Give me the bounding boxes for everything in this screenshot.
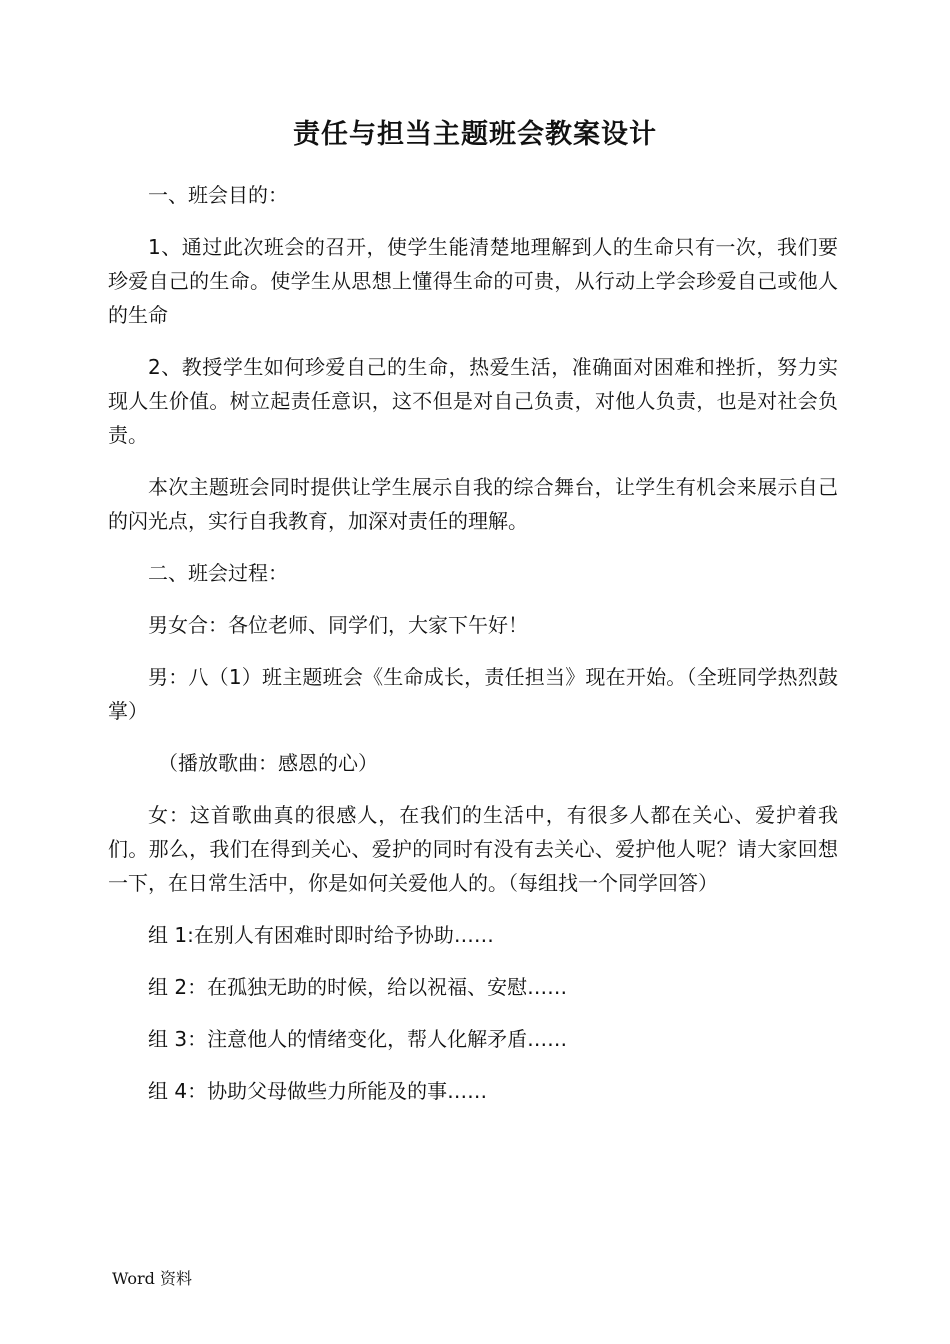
dialogue-line: 女：这首歌曲真的很感人，在我们的生活中，有很多人都在关心、爱护着我们。那么，我们在得到关心、爱护的同时有没有去关心、爱护他人呢？请大家回想一下，在日常生活中，你是如何关爱他人的。（每组找一个同学回答） <box>108 803 838 895</box>
document-body <box>108 178 838 1126</box>
dialogue-line: 男：八（1）班主题班会《生命成长，责任担当》现在开始。（全班同学热烈鼓掌） <box>108 665 838 723</box>
stage-direction: （播放歌曲：感恩的心） <box>158 751 378 775</box>
purpose-item-1: 1、通过此次班会的召开，使学生能清楚地理解到人的生命只有一次，我们要珍爱自己的生命。使学生从思想上懂得生命的可贵，从行动上学会珍爱自己或他人的生命 <box>108 235 838 327</box>
group-answer: 组 1:在别人有困难时即时给予协助…… <box>148 923 494 947</box>
group-answer: 组 4：协助父母做些力所能及的事…… <box>148 1079 488 1103</box>
group-answer: 组 2：在孤独无助的时候，给以祝福、安慰…… <box>148 975 568 999</box>
purpose-summary: 本次主题班会同时提供让学生展示自我的综合舞台，让学生有机会来展示自己的闪光点，实行自我教育，加深对责任的理解。 <box>108 475 838 533</box>
dialogue-line: 男女合：各位老师、同学们，大家下午好！ <box>148 613 528 637</box>
page-footer: Word 资料 <box>112 1269 192 1288</box>
section-heading-process: 二、班会过程： <box>148 561 288 585</box>
section-heading-purpose: 一、班会目的： <box>148 183 288 207</box>
group-answer: 组 3：注意他人的情绪变化，帮人化解矛盾…… <box>148 1027 568 1051</box>
document-title: 责任与担当主题班会教案设计 <box>293 119 657 150</box>
purpose-item-2: 2、教授学生如何珍爱自己的生命，热爱生活，准确面对困难和挫折，努力实现人生价值。树立起责任意识，这不但是对自己负责，对他人负责，也是对社会负责。 <box>108 355 838 447</box>
